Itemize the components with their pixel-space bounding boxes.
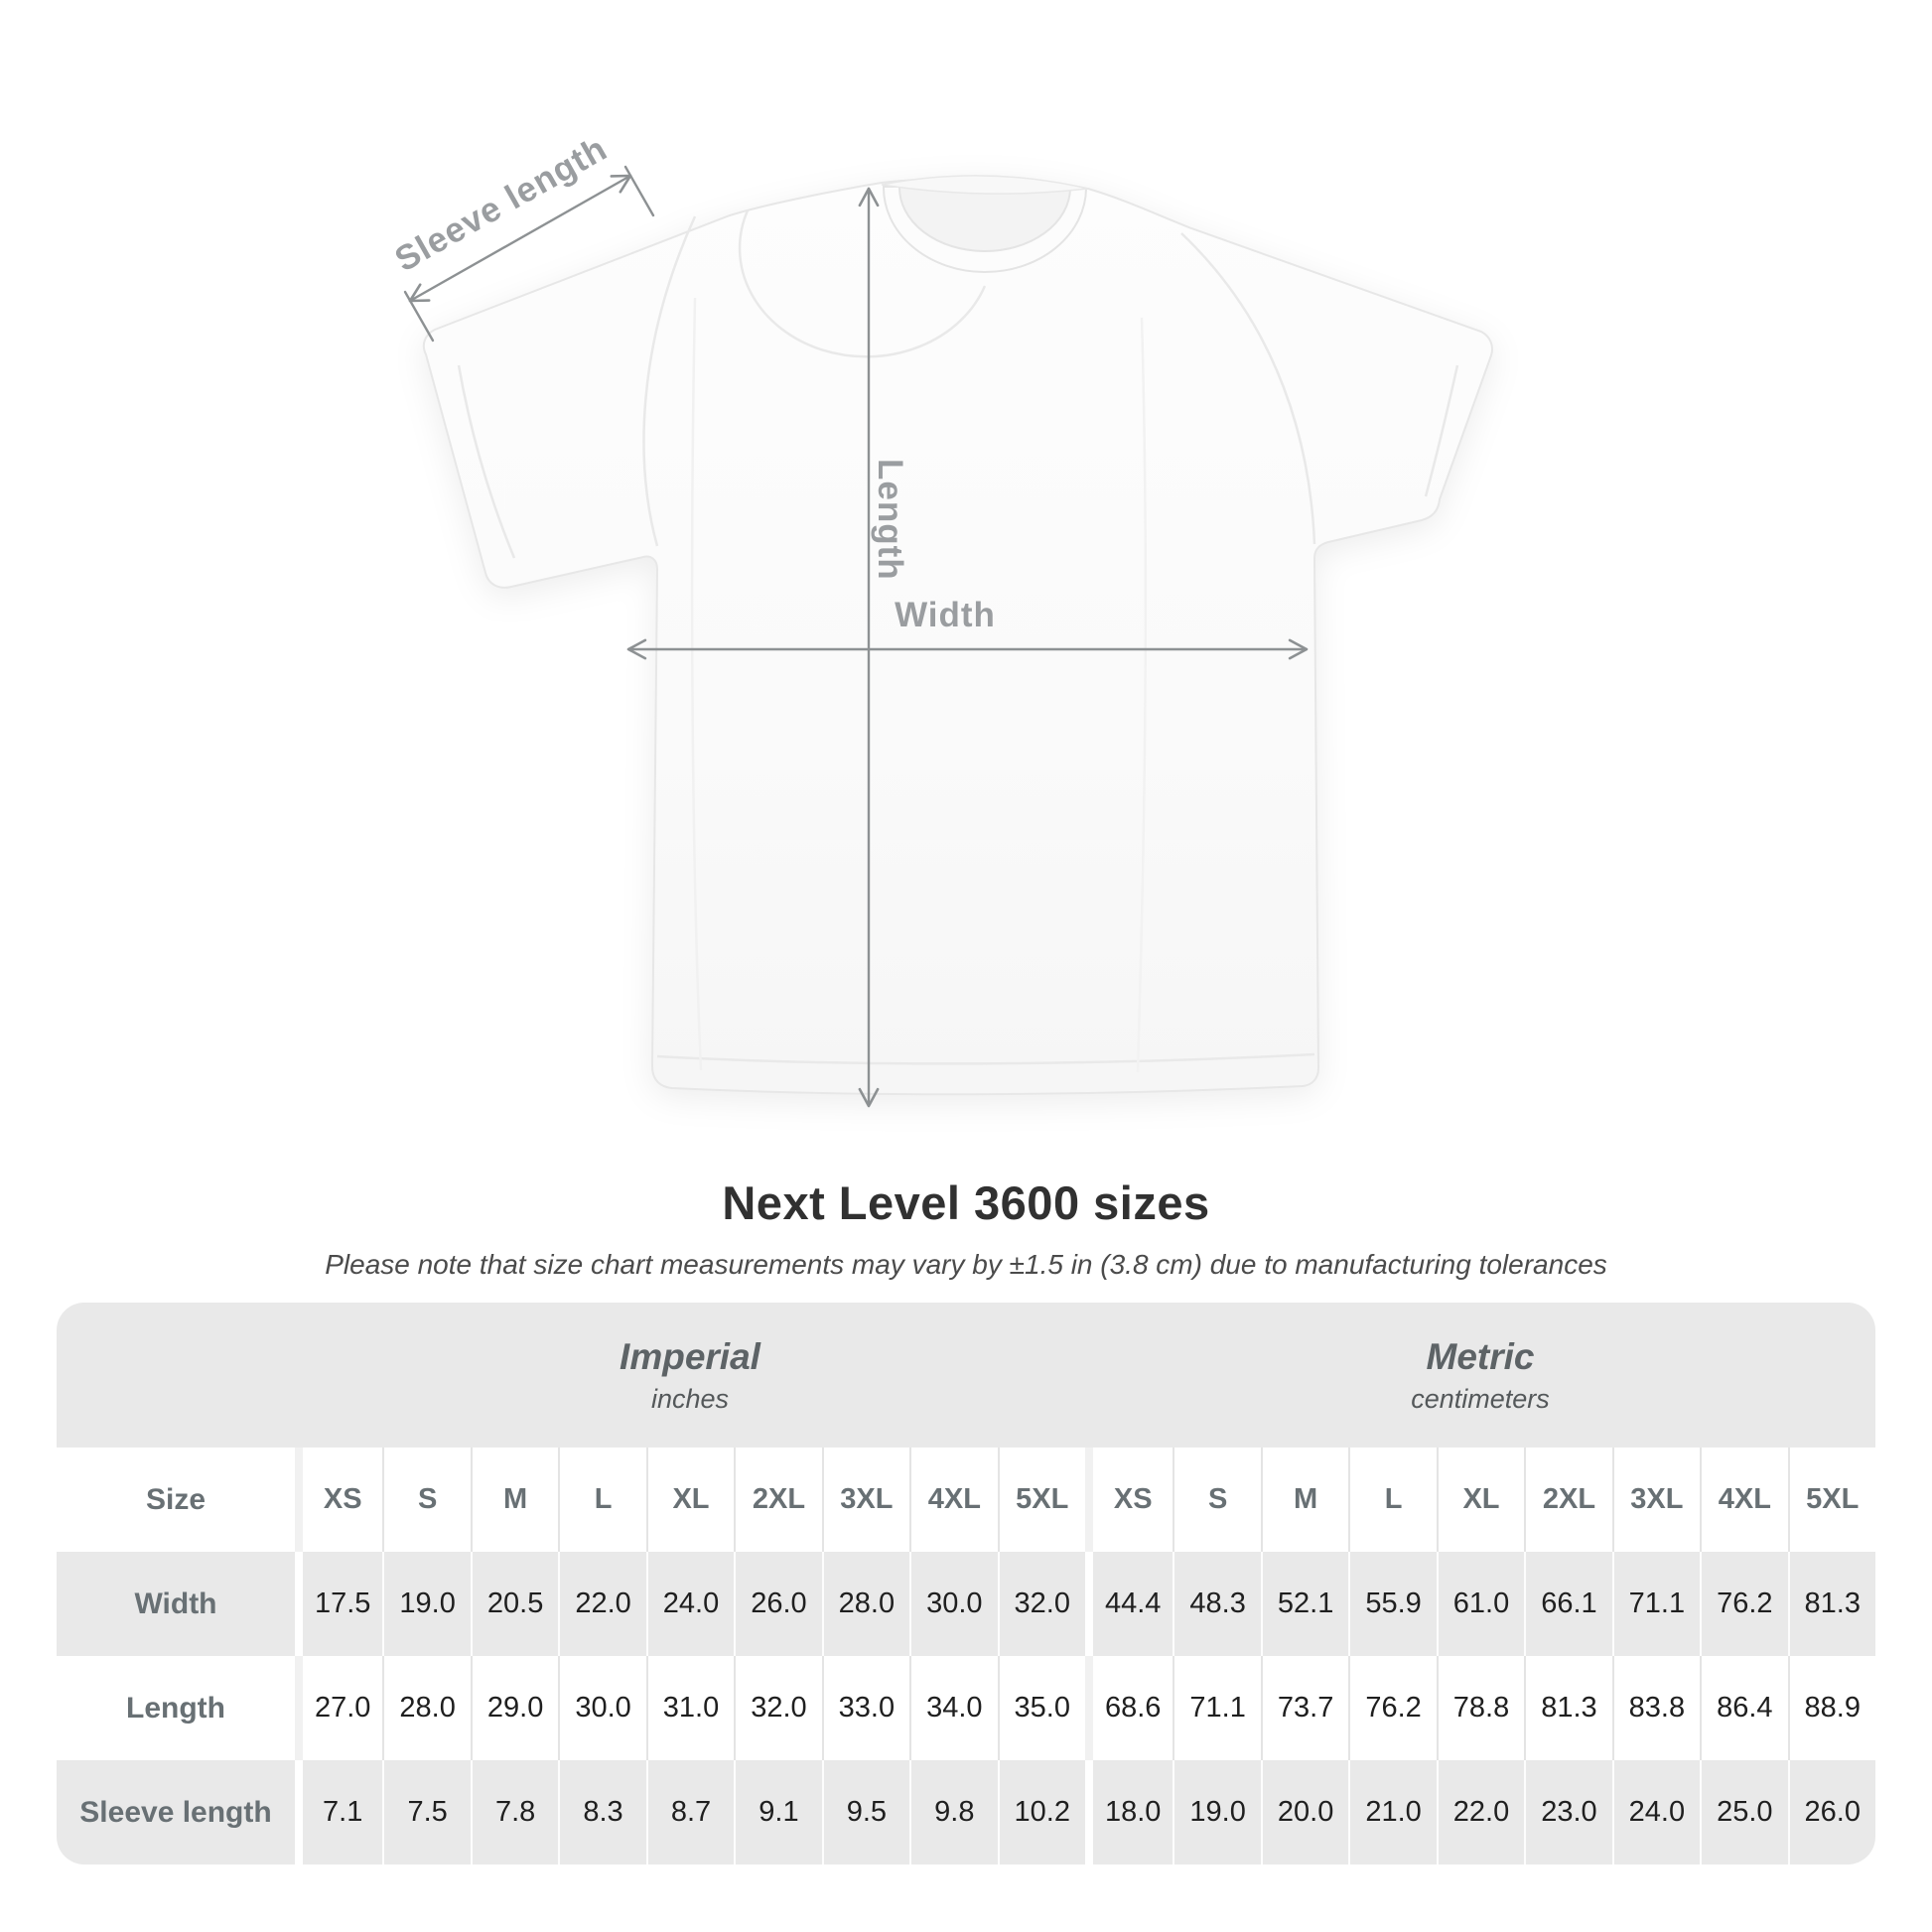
value-cell: 22.0: [1437, 1760, 1524, 1864]
value-cell: 81.3: [1524, 1656, 1611, 1760]
value-cell: 55.9: [1348, 1552, 1436, 1656]
value-cell: 7.8: [471, 1760, 558, 1864]
length-label: Length: [871, 459, 909, 581]
value-cell: 20.0: [1261, 1760, 1348, 1864]
value-cell: 9.1: [734, 1760, 821, 1864]
value-cell: 7.1: [295, 1760, 382, 1864]
unit-group-header-row: [57, 1303, 1875, 1448]
value-cell: 21.0: [1348, 1760, 1436, 1864]
row-label: Sleeve length: [79, 1795, 272, 1829]
value-cell: 68.6: [1085, 1656, 1173, 1760]
value-cell: 33.0: [822, 1656, 909, 1760]
size-col-header: L: [1348, 1448, 1436, 1552]
value-cell: 19.0: [1173, 1760, 1260, 1864]
size-col-header: 4XL: [1700, 1448, 1787, 1552]
value-cell: 31.0: [646, 1656, 734, 1760]
value-cell: 18.0: [1085, 1760, 1173, 1864]
value-cell: 17.5: [295, 1552, 382, 1656]
value-cell: 24.0: [1612, 1760, 1700, 1864]
imperial-unit-label: inches: [650, 1383, 730, 1414]
value-cell: 48.3: [1173, 1552, 1260, 1656]
length-row: [57, 1656, 1875, 1760]
value-cell: 8.7: [646, 1760, 734, 1864]
value-cell: 9.8: [909, 1760, 997, 1864]
width-row: [57, 1552, 1875, 1656]
metric-group-header: [1085, 1303, 1875, 1448]
value-cell: 28.0: [822, 1552, 909, 1656]
value-cell: 32.0: [734, 1656, 821, 1760]
size-col-header: M: [471, 1448, 558, 1552]
metric-label: Metric: [1426, 1335, 1535, 1377]
metric-unit-label: centimeters: [1411, 1383, 1550, 1414]
value-cell: 52.1: [1261, 1552, 1348, 1656]
value-cell: 76.2: [1700, 1552, 1787, 1656]
value-cell: 66.1: [1524, 1552, 1611, 1656]
value-cell: 8.3: [558, 1760, 645, 1864]
value-cell: 78.8: [1437, 1656, 1524, 1760]
size-col-header: M: [1261, 1448, 1348, 1552]
sleeve-length-label: Sleeve length: [388, 128, 615, 280]
size-col-header: 3XL: [822, 1448, 909, 1552]
size-col-header: S: [1173, 1448, 1260, 1552]
size-col-header: 2XL: [1524, 1448, 1611, 1552]
row-label: Width: [134, 1587, 217, 1620]
imperial-label: Imperial: [620, 1335, 760, 1377]
value-cell: 88.9: [1788, 1656, 1875, 1760]
value-cell: 44.4: [1085, 1552, 1173, 1656]
value-cell: 23.0: [1524, 1760, 1611, 1864]
value-cell: 35.0: [998, 1656, 1085, 1760]
value-cell: 26.0: [1788, 1760, 1875, 1864]
value-cell: 26.0: [734, 1552, 821, 1656]
size-col-header: 3XL: [1612, 1448, 1700, 1552]
value-cell: 71.1: [1173, 1656, 1260, 1760]
size-col-header: XS: [1085, 1448, 1173, 1552]
table-corner-cell: [57, 1303, 295, 1448]
value-cell: 25.0: [1700, 1760, 1787, 1864]
value-cell: 7.5: [382, 1760, 470, 1864]
value-cell: 20.5: [471, 1552, 558, 1656]
value-cell: 24.0: [646, 1552, 734, 1656]
value-cell: 76.2: [1348, 1656, 1436, 1760]
size-col-header: XL: [646, 1448, 734, 1552]
value-cell: 81.3: [1788, 1552, 1875, 1656]
value-cell: 30.0: [558, 1656, 645, 1760]
size-table: [57, 1303, 1875, 1864]
value-cell: 71.1: [1612, 1552, 1700, 1656]
value-cell: 83.8: [1612, 1656, 1700, 1760]
size-header-row: [57, 1448, 1875, 1552]
sleeve-length-row: [57, 1760, 1875, 1864]
value-cell: 9.5: [822, 1760, 909, 1864]
size-col-header: 4XL: [909, 1448, 997, 1552]
value-cell: 19.0: [382, 1552, 470, 1656]
value-cell: 10.2: [998, 1760, 1085, 1864]
value-cell: 29.0: [471, 1656, 558, 1760]
value-cell: 73.7: [1261, 1656, 1348, 1760]
size-col-header: S: [382, 1448, 470, 1552]
value-cell: 32.0: [998, 1552, 1085, 1656]
size-col-header: 2XL: [734, 1448, 821, 1552]
size-col-header: XL: [1437, 1448, 1524, 1552]
page-title: Next Level 3600 sizes: [722, 1176, 1210, 1229]
value-cell: 61.0: [1437, 1552, 1524, 1656]
size-col-header: XS: [295, 1448, 382, 1552]
value-cell: 86.4: [1700, 1656, 1787, 1760]
imperial-group-header: [295, 1303, 1085, 1448]
value-cell: 22.0: [558, 1552, 645, 1656]
tolerance-note: Please note that size chart measurements may vary by ±1.5 in (3.8 cm) due to manufacturing tolerances: [325, 1249, 1607, 1280]
width-label: Width: [895, 596, 996, 634]
size-col-header: L: [558, 1448, 645, 1552]
size-col-header: 5XL: [1788, 1448, 1875, 1552]
sleeve-arrow-tick-left: [405, 292, 433, 341]
value-cell: 27.0: [295, 1656, 382, 1760]
value-cell: 28.0: [382, 1656, 470, 1760]
value-cell: 30.0: [909, 1552, 997, 1656]
size-row-label: Size: [145, 1482, 207, 1516]
value-cell: 34.0: [909, 1656, 997, 1760]
size-col-header: 5XL: [998, 1448, 1085, 1552]
sleeve-arrow-tick-right: [625, 167, 653, 215]
row-label: Length: [126, 1691, 225, 1725]
